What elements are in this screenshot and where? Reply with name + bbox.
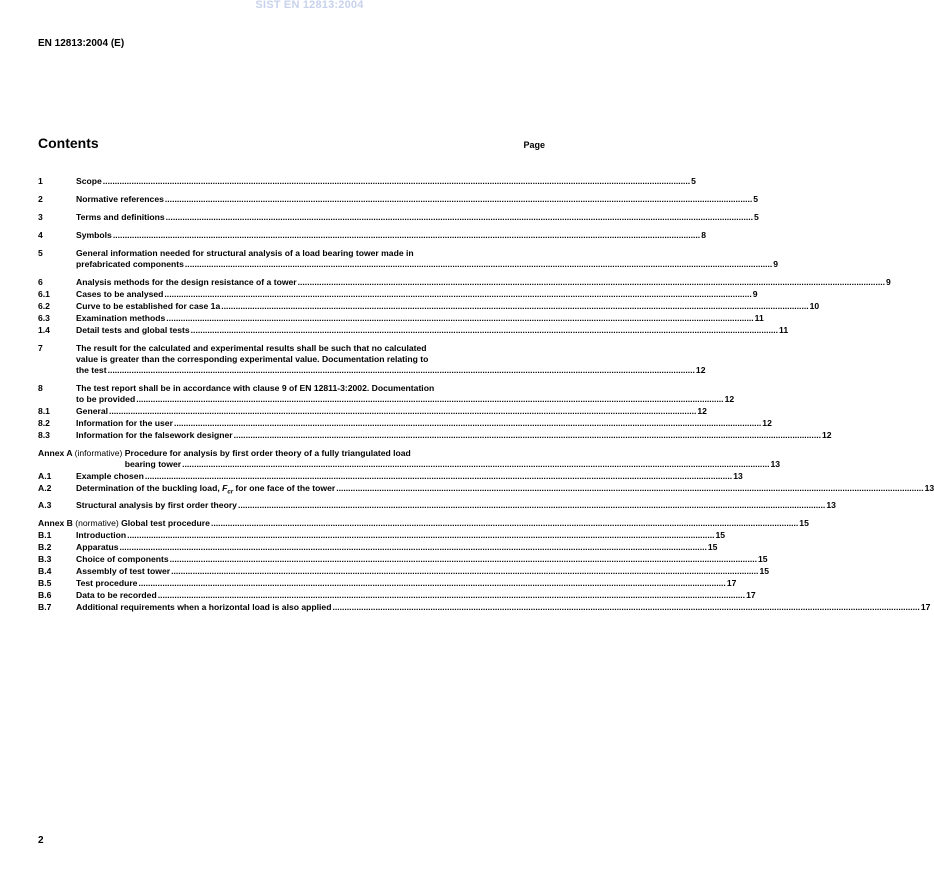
table-of-contents bbox=[38, 176, 934, 613]
dot-leader bbox=[113, 230, 700, 241]
toc-entry-number: 4 bbox=[38, 230, 43, 240]
dot-leader bbox=[171, 566, 758, 577]
dot-leader bbox=[127, 530, 714, 541]
toc-entry-title: to be provided bbox=[76, 394, 136, 404]
annex-kind: (normative) bbox=[75, 517, 119, 528]
dot-leader bbox=[174, 418, 761, 429]
toc-entry-page: 13 bbox=[924, 483, 934, 493]
toc-entry[interactable] bbox=[38, 301, 820, 312]
toc-entry-number: 8 bbox=[38, 383, 43, 393]
toc-entry-title: Determination of the buckling load, $F_{cr}$ for one face of the tower bbox=[76, 483, 336, 496]
toc-entry-number: 6.3 bbox=[38, 313, 50, 323]
dot-leader bbox=[191, 325, 778, 336]
toc-entry-number: 1.4 bbox=[38, 325, 50, 335]
toc-entry[interactable] bbox=[38, 176, 696, 187]
dot-leader bbox=[185, 259, 772, 270]
toc-entry-number: 6 bbox=[38, 277, 43, 287]
toc-entry[interactable] bbox=[38, 230, 706, 241]
dot-leader bbox=[164, 289, 751, 300]
toc-entry-title: Structural analysis by first order theory bbox=[76, 499, 237, 510]
toc-entry-page: 9 bbox=[752, 289, 758, 299]
toc-entry-page: 11 bbox=[779, 325, 789, 335]
toc-entry[interactable] bbox=[38, 517, 809, 529]
toc-entry-page: 5 bbox=[754, 212, 759, 222]
toc-entry-page: 5 bbox=[753, 194, 759, 204]
toc-entry[interactable] bbox=[38, 248, 779, 270]
document-id: EN 12813:2004 (E) bbox=[38, 38, 125, 49]
toc-entry-title: the test bbox=[76, 365, 107, 375]
toc-entry-page: 9 bbox=[773, 259, 779, 269]
toc-entry-title: Normative references bbox=[76, 194, 164, 204]
dot-leader bbox=[109, 406, 696, 417]
watermark: SIST EN 12813:2004 bbox=[255, 0, 364, 11]
toc-entry-title: prefabricated components bbox=[76, 259, 184, 269]
toc-entry-number: B.7 bbox=[38, 601, 52, 612]
dot-leader bbox=[166, 313, 753, 324]
dot-leader bbox=[120, 542, 707, 553]
dot-leader bbox=[182, 459, 769, 470]
dot-leader bbox=[234, 430, 821, 441]
toc-entry-title: Global test procedure bbox=[121, 517, 210, 528]
toc-entry-title: Choice of components bbox=[76, 553, 169, 564]
toc-entry-page: 12 bbox=[724, 394, 735, 404]
toc-entry-title: Information for the user bbox=[76, 418, 173, 428]
toc-entry-page: 11 bbox=[754, 313, 764, 323]
toc-entry-page: 17 bbox=[746, 589, 756, 600]
toc-entry-page: 15 bbox=[759, 565, 769, 576]
toc-entry-page: 12 bbox=[762, 418, 772, 428]
dot-leader bbox=[165, 194, 752, 205]
dot-leader bbox=[103, 176, 690, 187]
toc-entry-page: 12 bbox=[821, 430, 832, 440]
toc-entry-page: 13 bbox=[770, 459, 781, 469]
toc-entry[interactable] bbox=[38, 194, 759, 205]
toc-entry-page: 13 bbox=[733, 471, 743, 481]
toc-entry-title: Curve to be established for case 1a bbox=[76, 301, 221, 311]
page-column-label: Page bbox=[523, 140, 545, 150]
toc-entry-title: Example chosen bbox=[76, 471, 144, 481]
toc-entry-number: B.2 bbox=[38, 541, 52, 552]
toc-entry[interactable] bbox=[38, 383, 735, 405]
toc-entry[interactable] bbox=[38, 541, 718, 553]
toc-entry-title: value is greater than the corresponding experimental value. Documentation relating to bbox=[76, 354, 429, 364]
toc-entry-title: General bbox=[76, 406, 109, 416]
toc-entry-title: Apparatus bbox=[76, 541, 119, 552]
dot-leader bbox=[158, 590, 745, 601]
annex-kind: (informative) bbox=[74, 448, 123, 458]
toc-entry-number: 8.1 bbox=[38, 406, 50, 416]
dot-leader bbox=[332, 602, 919, 613]
toc-entry[interactable] bbox=[38, 289, 758, 300]
toc-entry[interactable] bbox=[38, 589, 756, 601]
toc-entry[interactable] bbox=[38, 448, 781, 470]
toc-entry-page: 12 bbox=[697, 406, 707, 416]
toc-entry-number: B.1 bbox=[38, 529, 52, 540]
toc-entry-title: Scope bbox=[76, 176, 102, 186]
toc-entry-number: 5 bbox=[38, 248, 43, 258]
toc-entry-number: A.2 bbox=[38, 483, 52, 493]
contents-title: Contents bbox=[38, 135, 99, 151]
toc-entry-number: Annex A (informative) bbox=[38, 448, 123, 458]
toc-entry[interactable] bbox=[38, 343, 706, 376]
dot-leader bbox=[170, 554, 757, 565]
toc-entry-title: bearing tower bbox=[124, 459, 182, 469]
toc-entry[interactable] bbox=[38, 499, 836, 511]
toc-entry[interactable] bbox=[38, 277, 891, 288]
toc-entry-number: 6.2 bbox=[38, 301, 50, 311]
toc-entry-page: 5 bbox=[691, 176, 696, 186]
dot-leader bbox=[138, 578, 725, 589]
toc-entry-page: 13 bbox=[826, 499, 836, 510]
toc-entry-number: 2 bbox=[38, 194, 43, 204]
toc-entry-number: B.5 bbox=[38, 577, 52, 588]
toc-entry-page: 15 bbox=[715, 529, 726, 540]
toc-entry-number: 1 bbox=[38, 176, 43, 186]
toc-entry-title: Information for the falsework designer bbox=[76, 430, 233, 440]
toc-entry-number: B.3 bbox=[38, 553, 52, 564]
toc-entry-title: The result for the calculated and experimental results shall be such that no calculated bbox=[76, 343, 427, 353]
toc-entry[interactable] bbox=[38, 325, 789, 336]
dot-leader bbox=[336, 483, 923, 499]
toc-entry-number: A.1 bbox=[38, 471, 52, 481]
toc-entry-title: Detail tests and global tests bbox=[76, 325, 190, 335]
dot-leader bbox=[221, 301, 808, 312]
toc-entry-number: 7 bbox=[38, 343, 43, 353]
toc-entry-number: Annex B (normative) bbox=[38, 517, 119, 528]
toc-entry-number: 6.1 bbox=[38, 289, 50, 299]
toc-entry-page: 15 bbox=[799, 517, 809, 528]
toc-entry-page: 8 bbox=[701, 230, 706, 240]
toc-entry-title: Cases to be analysed bbox=[76, 289, 164, 299]
toc-entry-number: A.3 bbox=[38, 499, 52, 510]
toc-entry-title: Data to be recorded bbox=[76, 589, 157, 600]
page-number: 2 bbox=[38, 835, 44, 846]
toc-entry-number: B.6 bbox=[38, 589, 52, 600]
toc-entry-title: The test report shall be in accordance with clause 9 of EN 12811-3:2002. Documentation bbox=[76, 383, 435, 393]
toc-entry-title: Symbols bbox=[76, 230, 112, 240]
toc-entry[interactable] bbox=[38, 601, 931, 613]
toc-entry-page: 10 bbox=[809, 301, 820, 311]
toc-entry-title: Examination methods bbox=[76, 313, 166, 323]
toc-entry-number: 8.2 bbox=[38, 418, 50, 428]
toc-entry-title: General information needed for structural analysis of a load bearing tower made in bbox=[76, 248, 414, 258]
toc-entry-title: Introduction bbox=[76, 529, 127, 540]
toc-entry[interactable] bbox=[38, 529, 726, 541]
toc-entry-page: 9 bbox=[886, 277, 891, 287]
toc-entry-title: Terms and definitions bbox=[76, 212, 165, 222]
dot-leader bbox=[145, 471, 732, 482]
toc-entry-number: B.4 bbox=[38, 565, 52, 576]
toc-entry-title: Analysis methods for the design resistance of a tower bbox=[76, 277, 297, 287]
dot-leader bbox=[211, 518, 798, 529]
toc-entry-title: Procedure for analysis by first order theory of a fully triangulated load bbox=[124, 448, 411, 458]
toc-entry[interactable] bbox=[38, 313, 764, 324]
toc-entry[interactable] bbox=[38, 418, 772, 429]
toc-entry-page: 15 bbox=[758, 553, 768, 564]
dot-leader bbox=[166, 212, 753, 223]
toc-entry-page: 15 bbox=[707, 541, 718, 552]
toc-entry[interactable] bbox=[38, 406, 707, 417]
toc-entry-title: Assembly of test tower bbox=[76, 565, 171, 576]
toc-entry[interactable] bbox=[38, 565, 769, 577]
toc-entry[interactable] bbox=[38, 553, 768, 565]
dot-leader bbox=[298, 277, 885, 288]
toc-entry[interactable] bbox=[38, 471, 743, 482]
toc-entry[interactable] bbox=[38, 430, 832, 441]
dot-leader bbox=[238, 500, 825, 511]
toc-entry[interactable] bbox=[38, 483, 934, 499]
toc-entry-page: 17 bbox=[726, 577, 737, 588]
toc-entry-title: Additional requirements when a horizontal load is also applied bbox=[76, 601, 332, 612]
toc-entry-number: 8.3 bbox=[38, 430, 50, 440]
toc-entry[interactable] bbox=[38, 577, 737, 589]
toc-entry-title: Test procedure bbox=[76, 577, 138, 588]
dot-leader bbox=[108, 365, 695, 376]
dot-leader bbox=[136, 394, 723, 405]
toc-entry-page: 17 bbox=[920, 601, 931, 612]
toc-entry-page: 12 bbox=[695, 365, 706, 375]
toc-entry-number: 3 bbox=[38, 212, 43, 222]
toc-entry[interactable] bbox=[38, 212, 759, 223]
